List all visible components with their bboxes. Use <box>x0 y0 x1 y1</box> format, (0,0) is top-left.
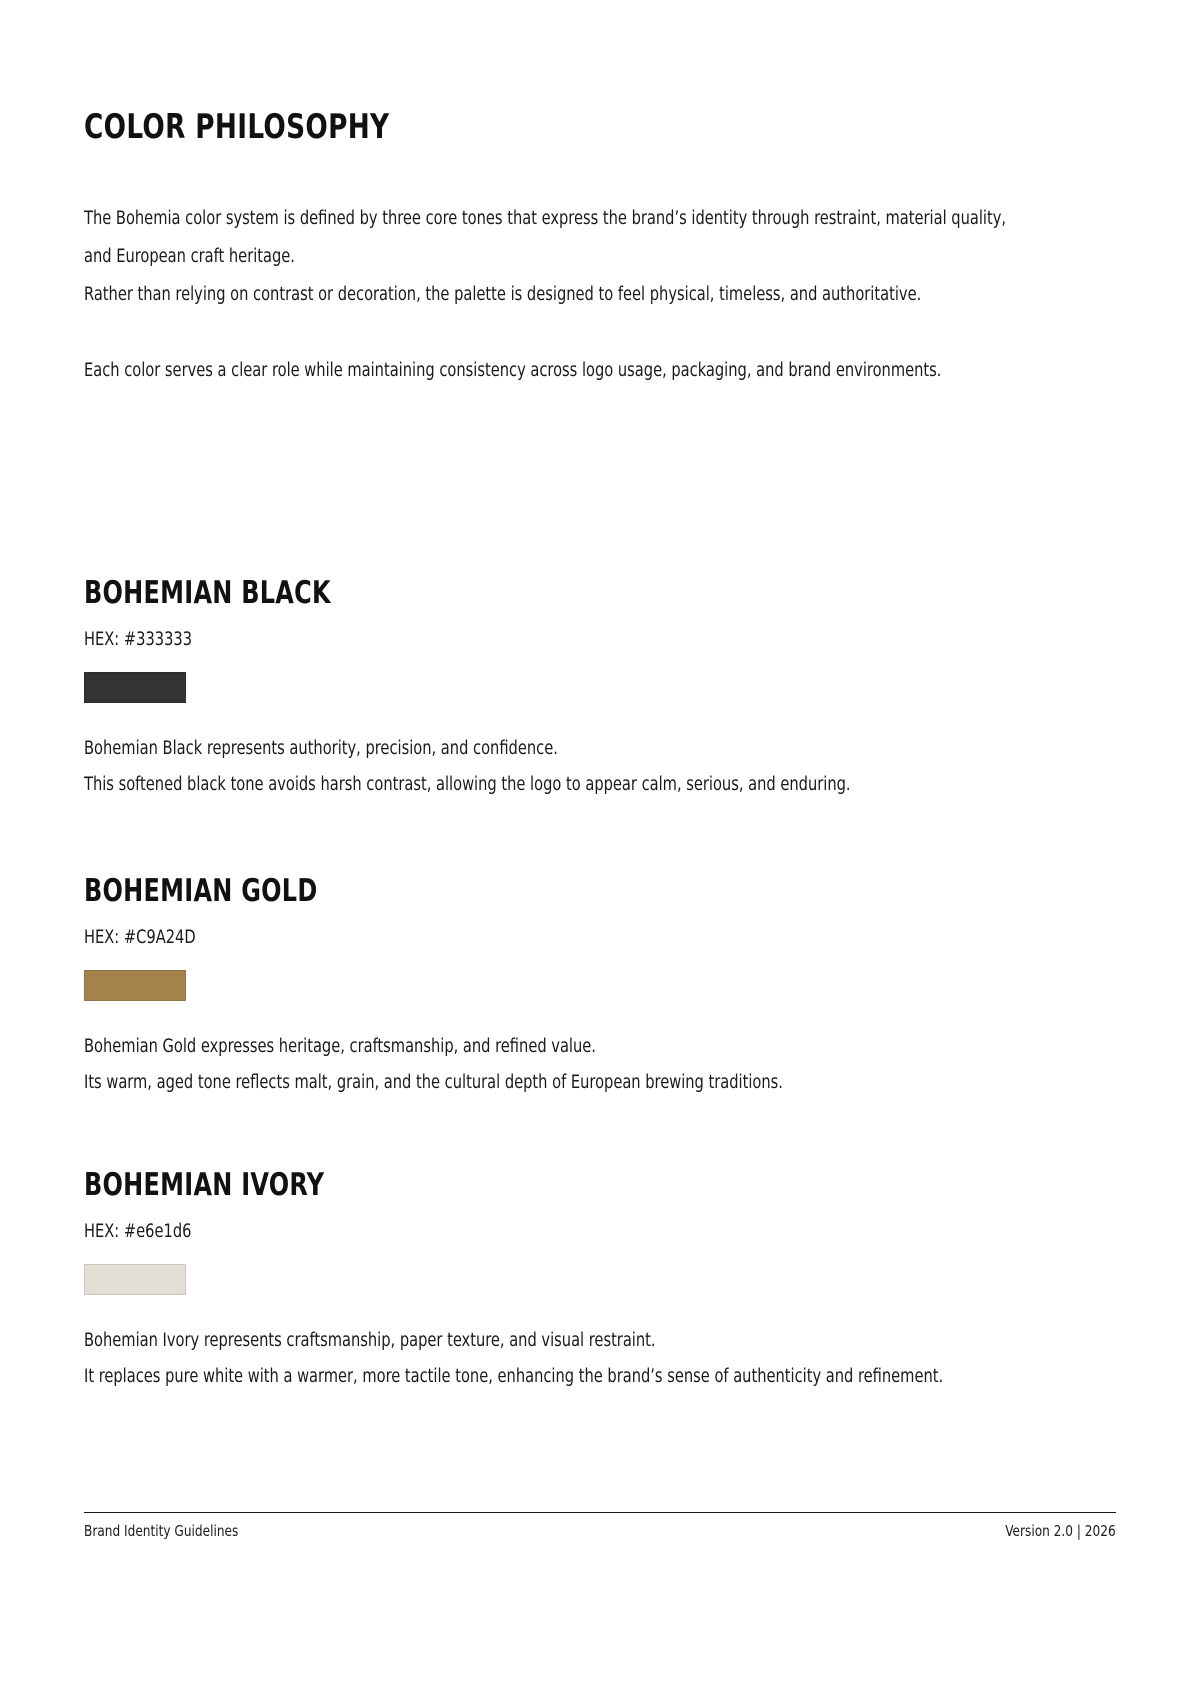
color-desc-black-line-1: Bohemian Black represents authority, precision, and confidence. <box>84 737 558 759</box>
intro-line-2: and European craft heritage. <box>84 246 295 267</box>
color-section-bohemian-black <box>84 575 955 803</box>
color-description-ivory <box>84 1323 1060 1395</box>
color-hex-ivory: HEX: #e6e1d6 <box>84 1221 192 1242</box>
intro-line-4: Each color serves a clear role while maintaining consistency across logo usage, packaging, and brand environments. <box>84 360 942 381</box>
intro-paragraph-block <box>84 200 1116 390</box>
color-swatch-gold <box>84 970 186 1001</box>
paragraph-spacer <box>84 314 1116 352</box>
color-name-ivory: BOHEMIAN IVORY <box>84 1167 325 1203</box>
color-hex-gold: HEX: #C9A24D <box>84 927 196 948</box>
page-footer <box>84 1524 1116 1539</box>
color-desc-ivory-line-2: It replaces pure white with a warmer, more tactile tone, enhancing the brand’s sense of authenticity and refinement. <box>84 1365 944 1387</box>
page-title: COLOR PHILOSOPHY <box>84 107 390 147</box>
color-desc-black-line-2: This softened black tone avoids harsh contrast, allowing the logo to appear calm, serious, and enduring. <box>84 773 851 795</box>
footer-left-label: Brand Identity Guidelines <box>84 1522 239 1540</box>
color-hex-black: HEX: #333333 <box>84 629 193 650</box>
intro-line-1: The Bohemia color system is defined by three core tones that express the brand’s identity through restraint, material quality, <box>84 208 1007 229</box>
color-section-bohemian-gold <box>84 873 878 1101</box>
color-swatch-ivory <box>84 1264 186 1295</box>
intro-line-3: Rather than relying on contrast or decoration, the palette is designed to feel physical, timeless, and authoritative. <box>84 284 922 305</box>
color-desc-gold-line-2: Its warm, aged tone reflects malt, grain, and the cultural depth of European brewing traditions. <box>84 1071 783 1093</box>
color-section-bohemian-ivory <box>84 1167 1060 1395</box>
color-name-black: BOHEMIAN BLACK <box>84 575 331 611</box>
color-desc-ivory-line-1: Bohemian Ivory represents craftsmanship, paper texture, and visual restraint. <box>84 1329 656 1351</box>
color-description-black <box>84 731 955 803</box>
color-desc-gold-line-1: Bohemian Gold expresses heritage, craftsmanship, and refined value. <box>84 1035 596 1057</box>
color-swatch-black <box>84 672 186 703</box>
color-description-gold <box>84 1029 878 1101</box>
footer-right-label: Version 2.0 | 2026 <box>1005 1522 1116 1540</box>
color-name-gold: BOHEMIAN GOLD <box>84 873 318 909</box>
footer-divider <box>84 1512 1116 1513</box>
